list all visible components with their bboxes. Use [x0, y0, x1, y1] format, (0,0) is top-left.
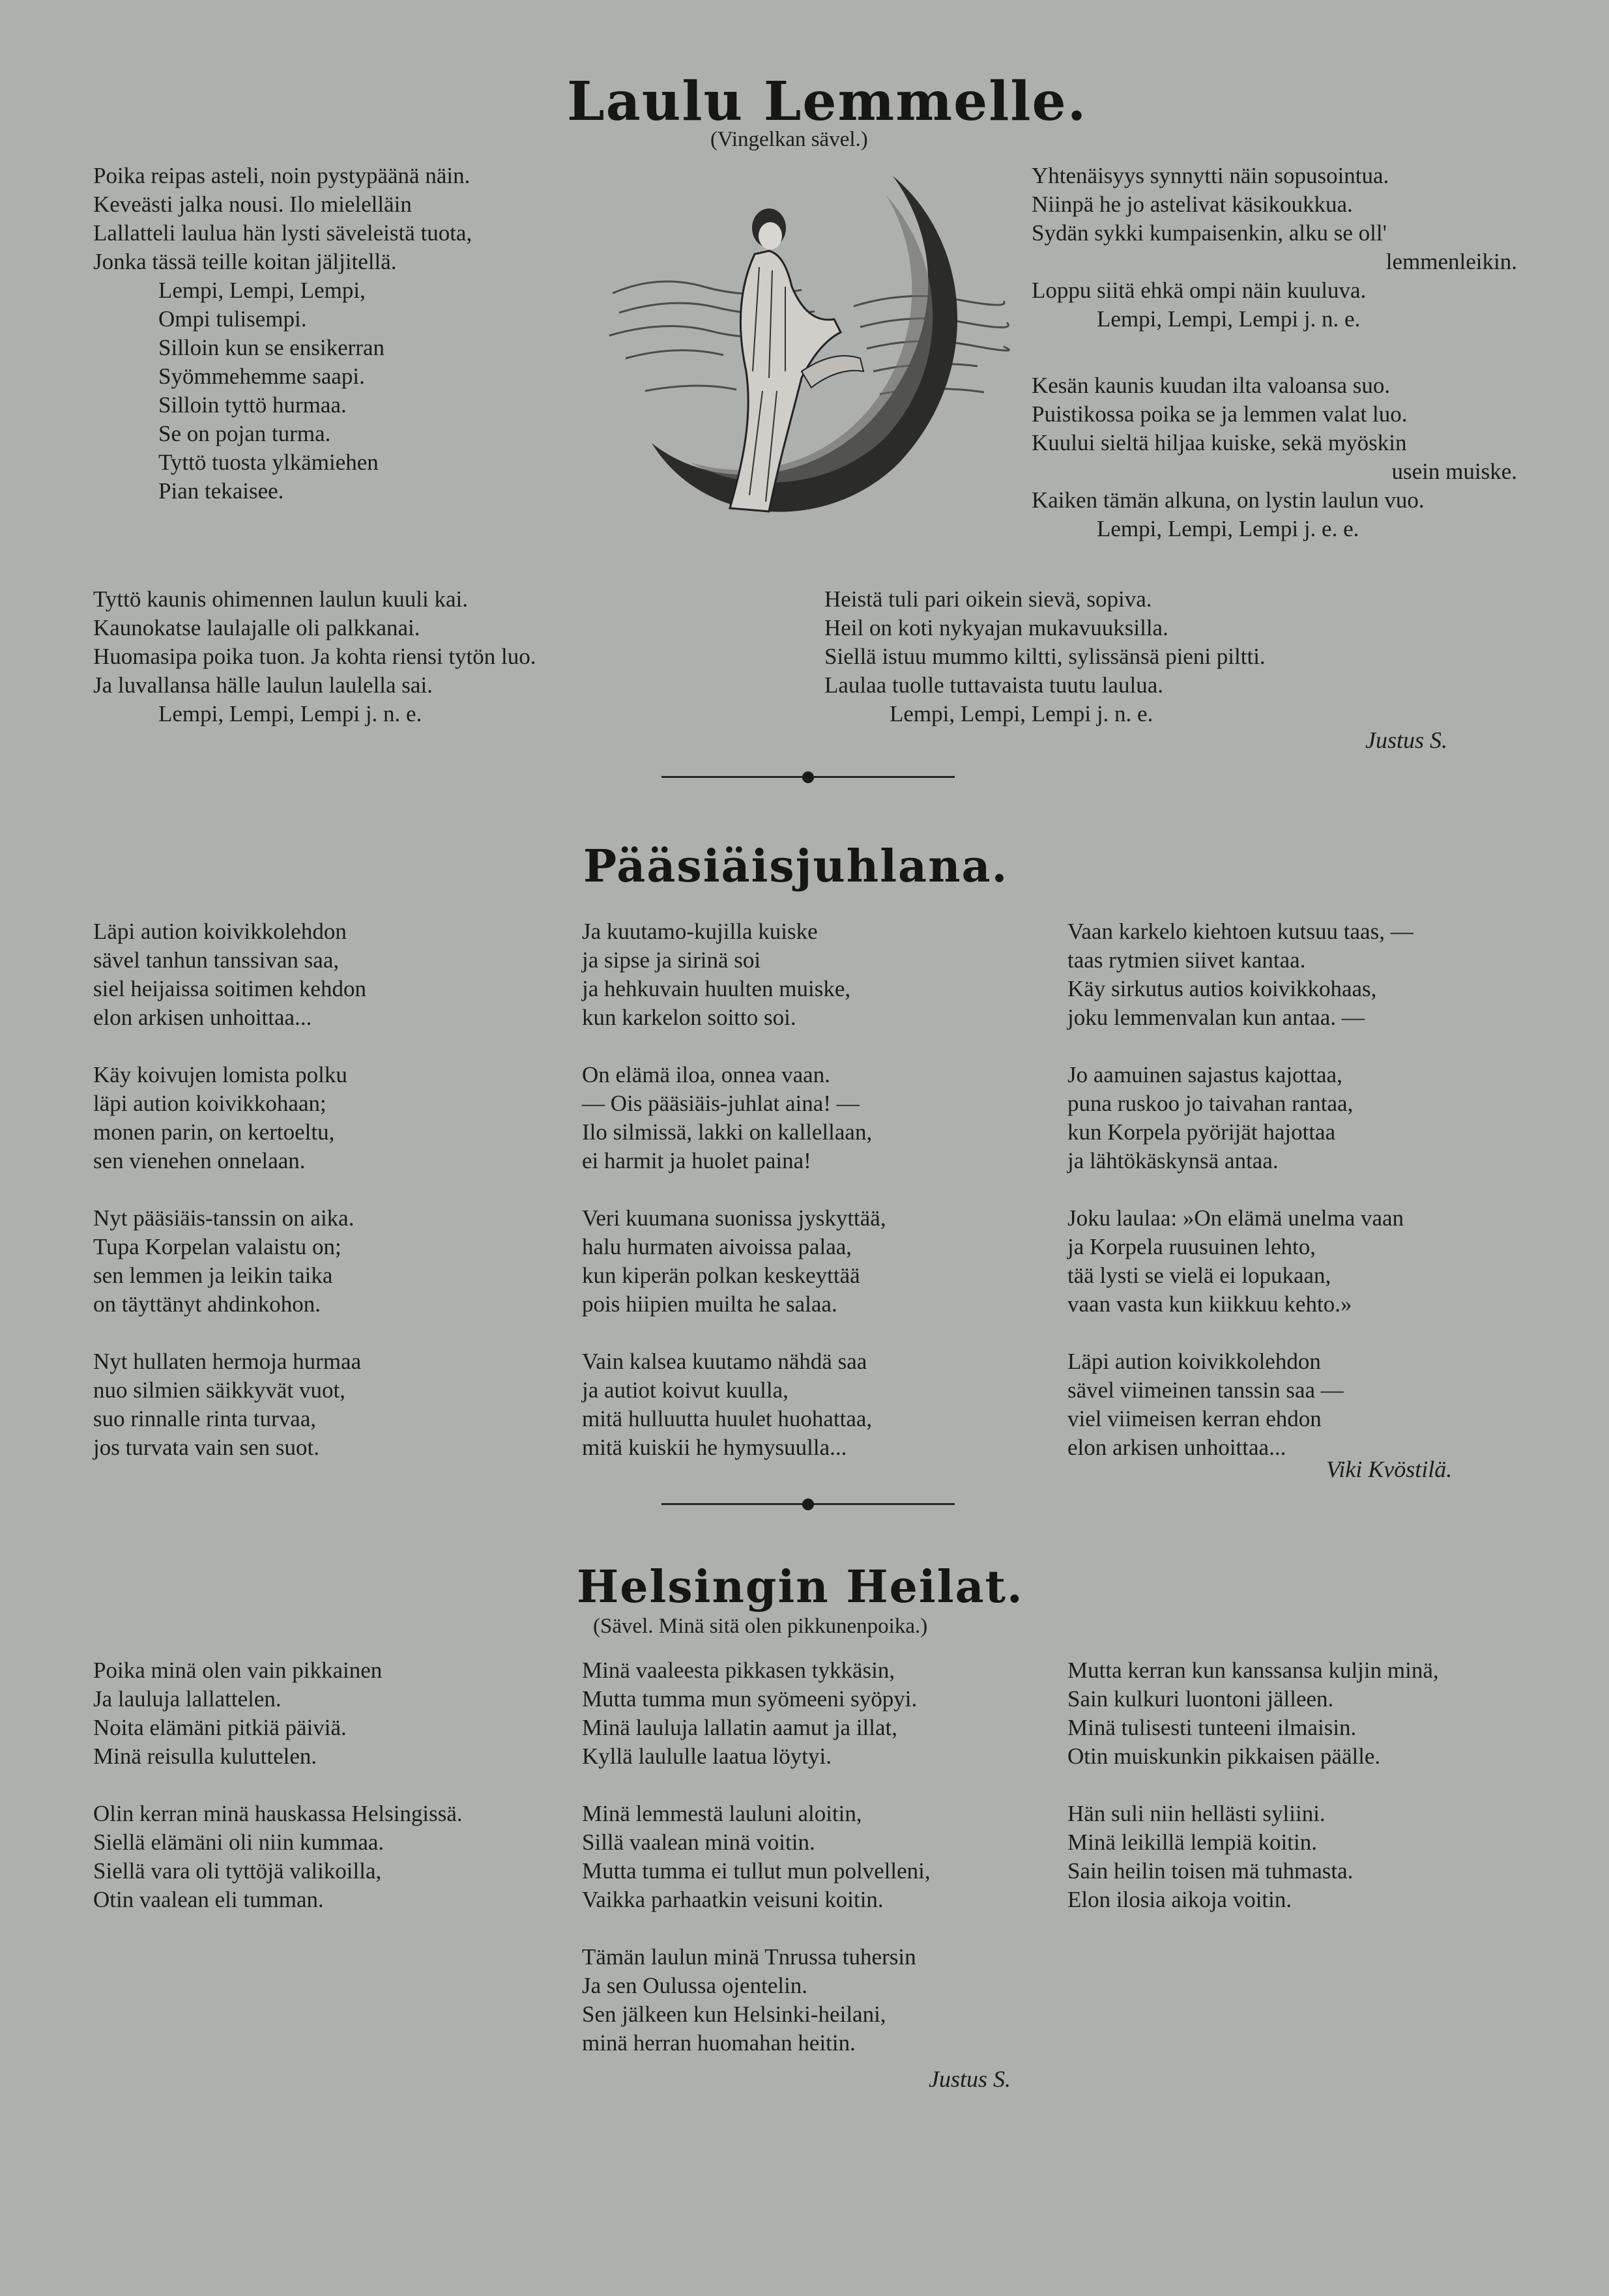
verse-line: Olin kerran minä hauskassa Helsingissä. — [93, 1801, 463, 1826]
verse-line: siel heijaissa soitimen kehdon — [93, 976, 366, 1001]
verse-line: Kaiken tämän alkuna, on lystin laulun vuo. — [1032, 487, 1425, 513]
verse-line: elon arkisen unhoittaa... — [93, 1005, 312, 1030]
chorus-line: Lempi, Lempi, Lempi j. e. e. — [1097, 516, 1359, 541]
verse-line: minä herran huomahan heitin. — [582, 2030, 856, 2056]
verse-line: ja lähtökäskynsä antaa. — [1067, 1148, 1279, 1173]
verse-line: Veri kuumana suonissa jyskyttää, — [582, 1205, 886, 1231]
verse-line: on täyttänyt ahdinkohon. — [93, 1291, 321, 1317]
chorus-line: Silloin tyttö hurmaa. — [158, 392, 347, 418]
verse-line: Heil on koti nykyajan mukavuuksilla. — [824, 615, 1168, 640]
verse-line: Kuului sieltä hiljaa kuiske, sekä myöskin — [1032, 430, 1407, 455]
verse-line: Lallatteli laulua hän lysti säveleistä tuota, — [93, 220, 472, 246]
verse-line: Vaan karkelo kiehtoen kutsuu taas, — — [1067, 919, 1413, 944]
verse-line: Jonka tässä teille koitan jäljitellä. — [93, 249, 397, 274]
chorus-line: Se on pojan turma. — [158, 421, 331, 446]
verse-line: jos turvata vain sen suot. — [93, 1435, 320, 1460]
poem1-right-stanza-2 — [1032, 371, 1517, 543]
verse-line: tää lysti se vielä ei lopukaan, — [1067, 1263, 1331, 1288]
verse-line: Sydän sykki kumpaisenkin, alku se oll' — [1032, 220, 1387, 246]
verse-line: Siellä vara oli tyttöjä valikoilla, — [93, 1858, 382, 1884]
verse-line: Ja sen Oulussa ojentelin. — [582, 1973, 808, 1998]
verse-line: vaan vasta kun kiikkuu kehto.» — [1067, 1291, 1352, 1317]
verse-line: Nyt pääsiäis-tanssin on aika. — [93, 1205, 355, 1231]
verse-line: Otin vaalean eli tumman. — [93, 1887, 324, 1912]
verse-line: Mutta tumma mun syömeeni syöpyi. — [582, 1686, 918, 1712]
verse-line: sen vienehen onnelaan. — [93, 1148, 306, 1173]
poem1-subtitle: (Vingelkan sävel.) — [710, 128, 868, 151]
poem3-signature: Justus S. — [929, 2066, 1011, 2092]
ornamental-rule-with-dot — [661, 1499, 955, 1510]
woman-on-crescent-moon-illustration — [606, 156, 1010, 547]
verse-line: Tämän laulun minä Tnrussa tuhersin — [582, 1944, 916, 1970]
verse-line: ja Korpela ruusuinen lehto, — [1067, 1234, 1316, 1259]
poem1-left-stanza — [93, 162, 472, 506]
verse-line: mitä kuiskii he hymysuulla... — [582, 1435, 847, 1460]
verse-line: ja hehkuvain huulten muiske, — [582, 976, 851, 1001]
verse-line: taas rytmien siivet kantaa. — [1067, 947, 1306, 973]
verse-line: Jo aamuinen sajastus kajottaa, — [1067, 1062, 1342, 1087]
verse-line: nuo silmien säikkyvät vuot, — [93, 1377, 345, 1403]
verse-line: Hän suli niin hellästi syliini. — [1067, 1801, 1326, 1826]
chorus-line: Syömmehemme saapi. — [158, 364, 365, 389]
poem3-subtitle: (Sävel. Minä sitä olen pikkunenpoika.) — [593, 1614, 928, 1638]
verse-line: Ja lauluja lallattelen. — [93, 1686, 282, 1712]
verse-line: Joku laulaa: »On elämä unelma vaan — [1067, 1205, 1404, 1231]
verse-line: läpi aution koivikkohaan; — [93, 1091, 326, 1116]
verse-line: Nyt hullaten hermoja hurmaa — [93, 1349, 362, 1374]
verse-line: — Ois pääsiäis-juhlat aina! — — [582, 1091, 860, 1116]
verse-line: Sillä vaalean minä voitin. — [582, 1830, 815, 1855]
verse-line: Läpi aution koivikkolehdon — [1067, 1349, 1321, 1374]
poem3-title: Helsingin Heilat. — [577, 1561, 1024, 1613]
verse-line: sävel tanhun tanssivan saa, — [93, 947, 340, 973]
chorus-line: Lempi, Lempi, Lempi j. n. e. — [158, 701, 422, 726]
verse-line: Niinpä he jo astelivat käsikoukkua. — [1032, 192, 1353, 217]
verse-line: elon arkisen unhoittaa... — [1067, 1435, 1286, 1460]
verse-line: Minä vaaleesta pikkasen tykkäsin, — [582, 1657, 895, 1683]
verse-line: ei harmit ja huolet paina! — [582, 1148, 811, 1173]
chorus-line: Silloin kun se ensikerran — [158, 335, 385, 360]
chorus-line: Pian tekaisee. — [158, 478, 284, 504]
verse-line: viel viimeisen kerran ehdon — [1067, 1406, 1322, 1431]
verse-line: Vain kalsea kuutamo nähdä saa — [582, 1349, 867, 1374]
verse-line: Minä leikillä lempiä koitin. — [1067, 1830, 1317, 1855]
verse-line: Vaikka parhaatkin veisuni koitin. — [582, 1887, 884, 1912]
verse-line: Käy koivujen lomista polku — [93, 1062, 347, 1087]
verse-line: Mutta tumma ei tullut mun polvelleni, — [582, 1858, 931, 1884]
verse-line: Ilo silmissä, lakki on kallellaan, — [582, 1119, 873, 1145]
verse-line: Heistä tuli pari oikein sievä, sopiva. — [824, 586, 1152, 612]
verse-line: joku lemmenvalan kun antaa. — — [1067, 1005, 1365, 1030]
poem1-signature: Justus S. — [1365, 727, 1447, 753]
poem3-column-3 — [1067, 1656, 1439, 1914]
verse-line: Siellä istuu mummo kiltti, sylissänsä pieni piltti. — [824, 644, 1266, 669]
verse-line: Sain kulkuri luontoni jälleen. — [1067, 1686, 1334, 1712]
poem2-title: Pääsiäisjuhlana. — [583, 840, 1009, 893]
verse-line: Noita elämäni pitkiä päiviä. — [93, 1715, 347, 1740]
verse-line: halu hurmaten aivoissa palaa, — [582, 1234, 852, 1259]
poem2-column-2 — [582, 917, 886, 1462]
verse-line: On elämä iloa, onnea vaan. — [582, 1062, 830, 1087]
verse-line: monen parin, on kertoeltu, — [93, 1119, 335, 1145]
verse-line: Keveästi jalka nousi. Ilo mielelläin — [93, 192, 412, 217]
verse-line: Laulaa tuolle tuttavaista tuutu laulua. — [824, 672, 1163, 698]
verse-line: Tyttö kaunis ohimennen laulun kuuli kai. — [93, 586, 468, 612]
verse-line: Kesän kaunis kuudan ilta valoansa suo. — [1032, 373, 1391, 398]
verse-line: Minä lauluja lallatin aamut ja illat, — [582, 1715, 898, 1740]
verse-line: Läpi aution koivikkolehdon — [93, 919, 347, 944]
verse-line: usein muiske. — [1391, 459, 1517, 484]
chorus-line: Lempi, Lempi, Lempi j. n. e. — [1097, 306, 1361, 332]
verse-line: ja sipse ja sirinä soi — [582, 947, 761, 973]
verse-line: sävel viimeinen tanssin saa — — [1067, 1377, 1344, 1403]
verse-line: kun kiperän polkan keskeyttää — [582, 1263, 860, 1288]
verse-line: Puistikossa poika se ja lemmen valat luo. — [1032, 401, 1408, 427]
verse-line: Otin muiskunkin pikkaisen päälle. — [1067, 1744, 1381, 1769]
poem3-column-2 — [582, 1656, 931, 2058]
verse-line: pois hiipien muilta he salaa. — [582, 1291, 837, 1317]
verse-line: Elon ilosia aikoja voitin. — [1067, 1887, 1292, 1912]
poem2-column-3 — [1067, 917, 1413, 1462]
poem1-bottom-right-stanza — [824, 585, 1266, 728]
poem1-title: Laulu Lemmelle. — [567, 70, 1088, 133]
verse-line: puna ruskoo jo taivahan rantaa, — [1067, 1091, 1354, 1116]
poem1-bottom-left-stanza — [93, 585, 536, 728]
verse-line: kun Korpela pyörijät hajottaa — [1067, 1119, 1336, 1145]
poem2-column-1 — [93, 917, 366, 1462]
verse-line: Kyllä laululle laatua löytyi. — [582, 1744, 832, 1769]
verse-line: Ja luvallansa hälle laulun laulella sai. — [93, 672, 433, 698]
verse-line: Minä lemmestä lauluni aloitin, — [582, 1801, 862, 1826]
chorus-line: Lempi, Lempi, Lempi, — [158, 278, 366, 303]
verse-line: Sain heilin toisen mä tuhmasta. — [1067, 1858, 1354, 1884]
verse-line: Tupa Korpelan valaistu on; — [93, 1234, 341, 1259]
poem2-signature: Viki Kvöstilä. — [1326, 1456, 1453, 1482]
verse-line: Loppu siitä ehkä ompi näin kuuluva. — [1032, 278, 1367, 303]
verse-line: kun karkelon soitto soi. — [582, 1005, 796, 1030]
verse-line: Mutta kerran kun kanssansa kuljin minä, — [1067, 1657, 1439, 1683]
verse-line: mitä hulluutta huulet huohattaa, — [582, 1406, 873, 1431]
verse-line: Poika minä olen vain pikkainen — [93, 1657, 383, 1683]
chorus-line: Ompi tulisempi. — [158, 306, 307, 332]
chorus-line: Tyttö tuosta ylkämiehen — [158, 450, 379, 475]
verse-line: lemmenleikin. — [1385, 249, 1517, 274]
verse-line: Käy sirkutus autios koivikkohaas, — [1067, 976, 1377, 1001]
verse-line: Ja kuutamo-kujilla kuiske — [582, 919, 818, 944]
verse-line: Kaunokatse laulajalle oli palkkanai. — [93, 615, 420, 640]
verse-line: Minä tulisesti tunteeni ilmaisin. — [1067, 1715, 1357, 1740]
verse-line: suo rinnalle rinta turvaa, — [93, 1406, 317, 1431]
verse-line: Poika reipas asteli, noin pystypäänä näin. — [93, 163, 471, 188]
ornamental-rule-with-dot — [661, 771, 955, 783]
poem3-column-1 — [93, 1656, 463, 1914]
verse-line: Yhtenäisyys synnytti näin sopusointua. — [1032, 163, 1389, 188]
verse-line: Huomasipa poika tuon. Ja kohta riensi tytön luo. — [93, 644, 536, 669]
verse-line: Sen jälkeen kun Helsinki-heilani, — [582, 2002, 886, 2027]
chorus-line: Lempi, Lempi, Lempi j. n. e. — [890, 701, 1153, 726]
verse-line: sen lemmen ja leikin taika — [93, 1263, 333, 1288]
verse-line: Siellä elämäni oli niin kummaa. — [93, 1830, 384, 1855]
verse-line: Minä reisulla kuluttelen. — [93, 1744, 317, 1769]
poem1-right-stanza-1 — [1032, 162, 1517, 334]
verse-line: ja autiot koivut kuulla, — [582, 1377, 789, 1403]
